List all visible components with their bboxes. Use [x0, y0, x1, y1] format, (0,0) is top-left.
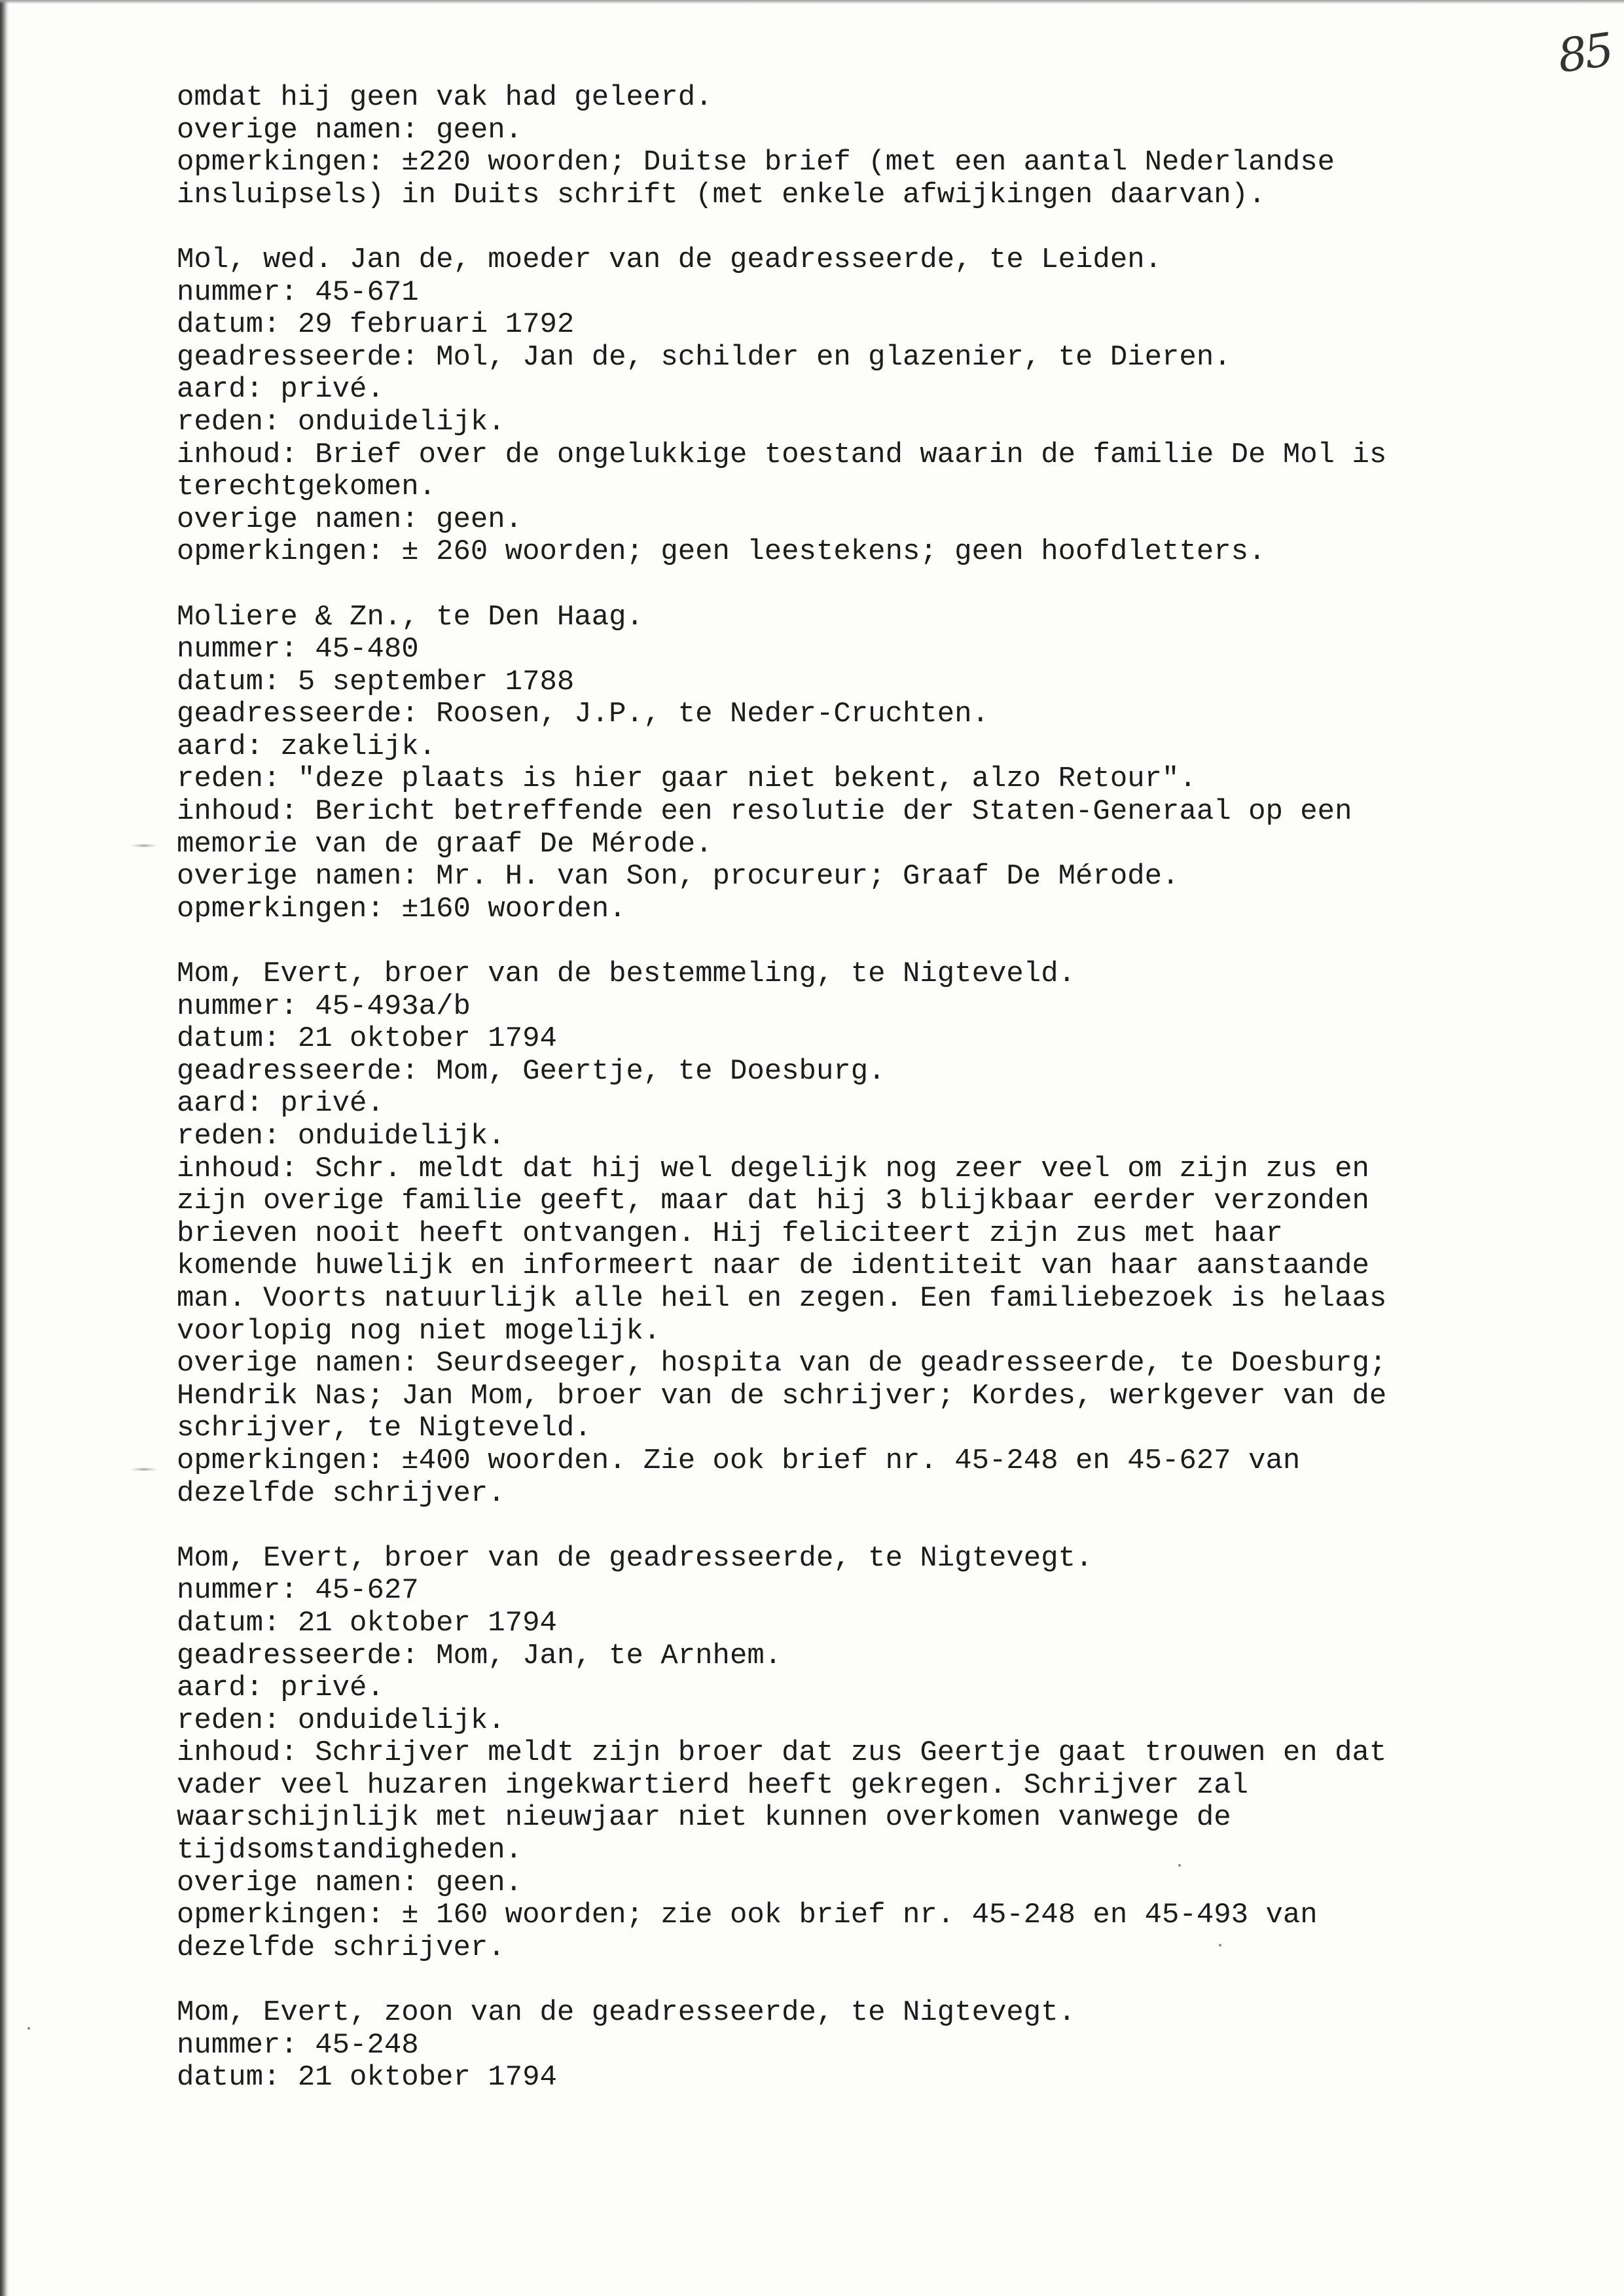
- text-line: dezelfde schrijver.: [177, 1477, 505, 1510]
- text-line: zijn overige familie geeft, maar dat hij 3 blijkbaar eerder verzonden: [177, 1185, 1369, 1218]
- margin-pencil-mark: [131, 844, 157, 847]
- text-line: reden: onduidelijk.: [177, 1704, 505, 1737]
- text-line: opmerkingen: ±160 woorden.: [177, 892, 626, 925]
- blank-line: [177, 211, 1486, 244]
- text-line: Mom, Evert, zoon van de geadresseerde, te Nigtevegt.: [177, 1996, 1076, 2030]
- text-line: reden: onduidelijk.: [177, 1120, 505, 1153]
- text-line: nummer: 45-480: [177, 633, 419, 666]
- text-line: aard: privé.: [177, 1672, 384, 1705]
- text-line: nummer: 45-627: [177, 1574, 419, 1607]
- text-line: aard: zakelijk.: [177, 730, 437, 763]
- text-line: datum: 21 oktober 1794: [177, 1022, 557, 1056]
- scan-speck: [27, 2027, 30, 2030]
- text-line: overige namen: geen.: [177, 113, 523, 147]
- text-line: inhoud: Schr. meldt dat hij wel degelijk nog zeer veel om zijn zus en: [177, 1152, 1369, 1185]
- text-line: opmerkingen: ± 160 woorden; zie ook brief nr. 45-248 en 45-493 van: [177, 1899, 1318, 1932]
- text-line: Hendrik Nas; Jan Mom, broer van de schrijver; Kordes, werkgever van de: [177, 1379, 1387, 1412]
- text-line: datum: 21 oktober 1794: [177, 2061, 557, 2094]
- scan-left-edge-shadow: [0, 0, 9, 2296]
- handwritten-page-number: 85: [1554, 22, 1615, 84]
- text-line: voorlopig nog niet mogelijk.: [177, 1314, 661, 1348]
- scan-top-edge-shadow: [0, 0, 1624, 4]
- margin-pencil-mark: [131, 1468, 157, 1471]
- text-line: dezelfde schrijver.: [177, 1931, 505, 1964]
- text-line: overige namen: Seurdseeger, hospita van de geadresseerde, te Doesburg;: [177, 1347, 1387, 1380]
- blank-line: [177, 925, 1486, 958]
- text-line: komende huwelijk en informeert naar de identiteit van haar aanstaande: [177, 1249, 1369, 1283]
- document-body-text: [177, 82, 1486, 2094]
- text-line: reden: "deze plaats is hier gaar niet bekent, alzo Retour".: [177, 762, 1197, 796]
- text-line: nummer: 45-248: [177, 2028, 419, 2062]
- text-line: Moliere & Zn., te Den Haag.: [177, 600, 643, 634]
- text-line: brieven nooit heeft ontvangen. Hij feliciteert zijn zus met haar: [177, 1217, 1283, 1250]
- text-line: geadresseerde: Mom, Geertje, te Doesburg.: [177, 1054, 886, 1088]
- text-line: memorie van de graaf De Mérode.: [177, 827, 713, 861]
- text-line: datum: 5 september 1788: [177, 665, 575, 698]
- text-line: tijdsomstandigheden.: [177, 1834, 523, 1867]
- text-line: schrijver, te Nigteveld.: [177, 1412, 592, 1445]
- text-line: inhoud: Brief over de ongelukkige toestand waarin de familie De Mol is: [177, 438, 1387, 471]
- text-line: geadresseerde: Roosen, J.P., te Neder-Cruchten.: [177, 698, 990, 731]
- text-line: reden: onduidelijk.: [177, 405, 505, 439]
- text-line: datum: 29 februari 1792: [177, 308, 575, 342]
- text-line: waarschijnlijk met nieuwjaar niet kunnen overkomen vanwege de: [177, 1801, 1231, 1835]
- text-line: opmerkingen: ± 260 woorden; geen leestekens; geen hoofdletters.: [177, 535, 1266, 569]
- text-line: aard: privé.: [177, 373, 384, 406]
- text-line: nummer: 45-493a/b: [177, 990, 471, 1023]
- text-line: opmerkingen: ±220 woorden; Duitse brief (met een aantal Nederlandse: [177, 146, 1335, 179]
- text-line: overige namen: geen.: [177, 503, 523, 536]
- text-line: aard: privé.: [177, 1087, 384, 1121]
- scan-speck: [1219, 1944, 1221, 1946]
- text-line: datum: 21 oktober 1794: [177, 1606, 557, 1640]
- text-line: nummer: 45-671: [177, 276, 419, 309]
- blank-line: [177, 569, 1486, 601]
- text-line: omdat hij geen vak had geleerd.: [177, 81, 713, 114]
- text-line: Mol, wed. Jan de, moeder van de geadresseerde, te Leiden.: [177, 243, 1163, 276]
- blank-line: [177, 1510, 1486, 1543]
- blank-line: [177, 1964, 1486, 1997]
- text-line: Mom, Evert, broer van de geadresseerde, te Nigtevegt.: [177, 1541, 1093, 1575]
- text-line: man. Voorts natuurlijk alle heil en zegen. Een familiebezoek is helaas: [177, 1282, 1387, 1315]
- text-line: insluipsels) in Duits schrift (met enkele afwijkingen daarvan).: [177, 178, 1266, 211]
- text-line: vader veel huzaren ingekwartierd heeft gekregen. Schrijver zal: [177, 1768, 1249, 1802]
- text-line: opmerkingen: ±400 woorden. Zie ook brief nr. 45-248 en 45-627 van: [177, 1444, 1301, 1477]
- text-line: overige namen: Mr. H. van Son, procureur; Graaf De Mérode.: [177, 860, 1180, 893]
- text-line: geadresseerde: Mol, Jan de, schilder en glazenier, te Dieren.: [177, 340, 1231, 374]
- text-line: Mom, Evert, broer van de bestemmeling, te Nigteveld.: [177, 958, 1076, 991]
- text-line: terechtgekomen.: [177, 471, 437, 504]
- scan-speck: [1178, 1864, 1181, 1867]
- text-line: overige namen: geen.: [177, 1866, 523, 1899]
- text-line: inhoud: Bericht betreffende een resolutie der Staten-Generaal op een: [177, 795, 1352, 829]
- text-line: geadresseerde: Mom, Jan, te Arnhem.: [177, 1639, 782, 1672]
- text-line: inhoud: Schrijver meldt zijn broer dat zus Geertje gaat trouwen en dat: [177, 1736, 1387, 1770]
